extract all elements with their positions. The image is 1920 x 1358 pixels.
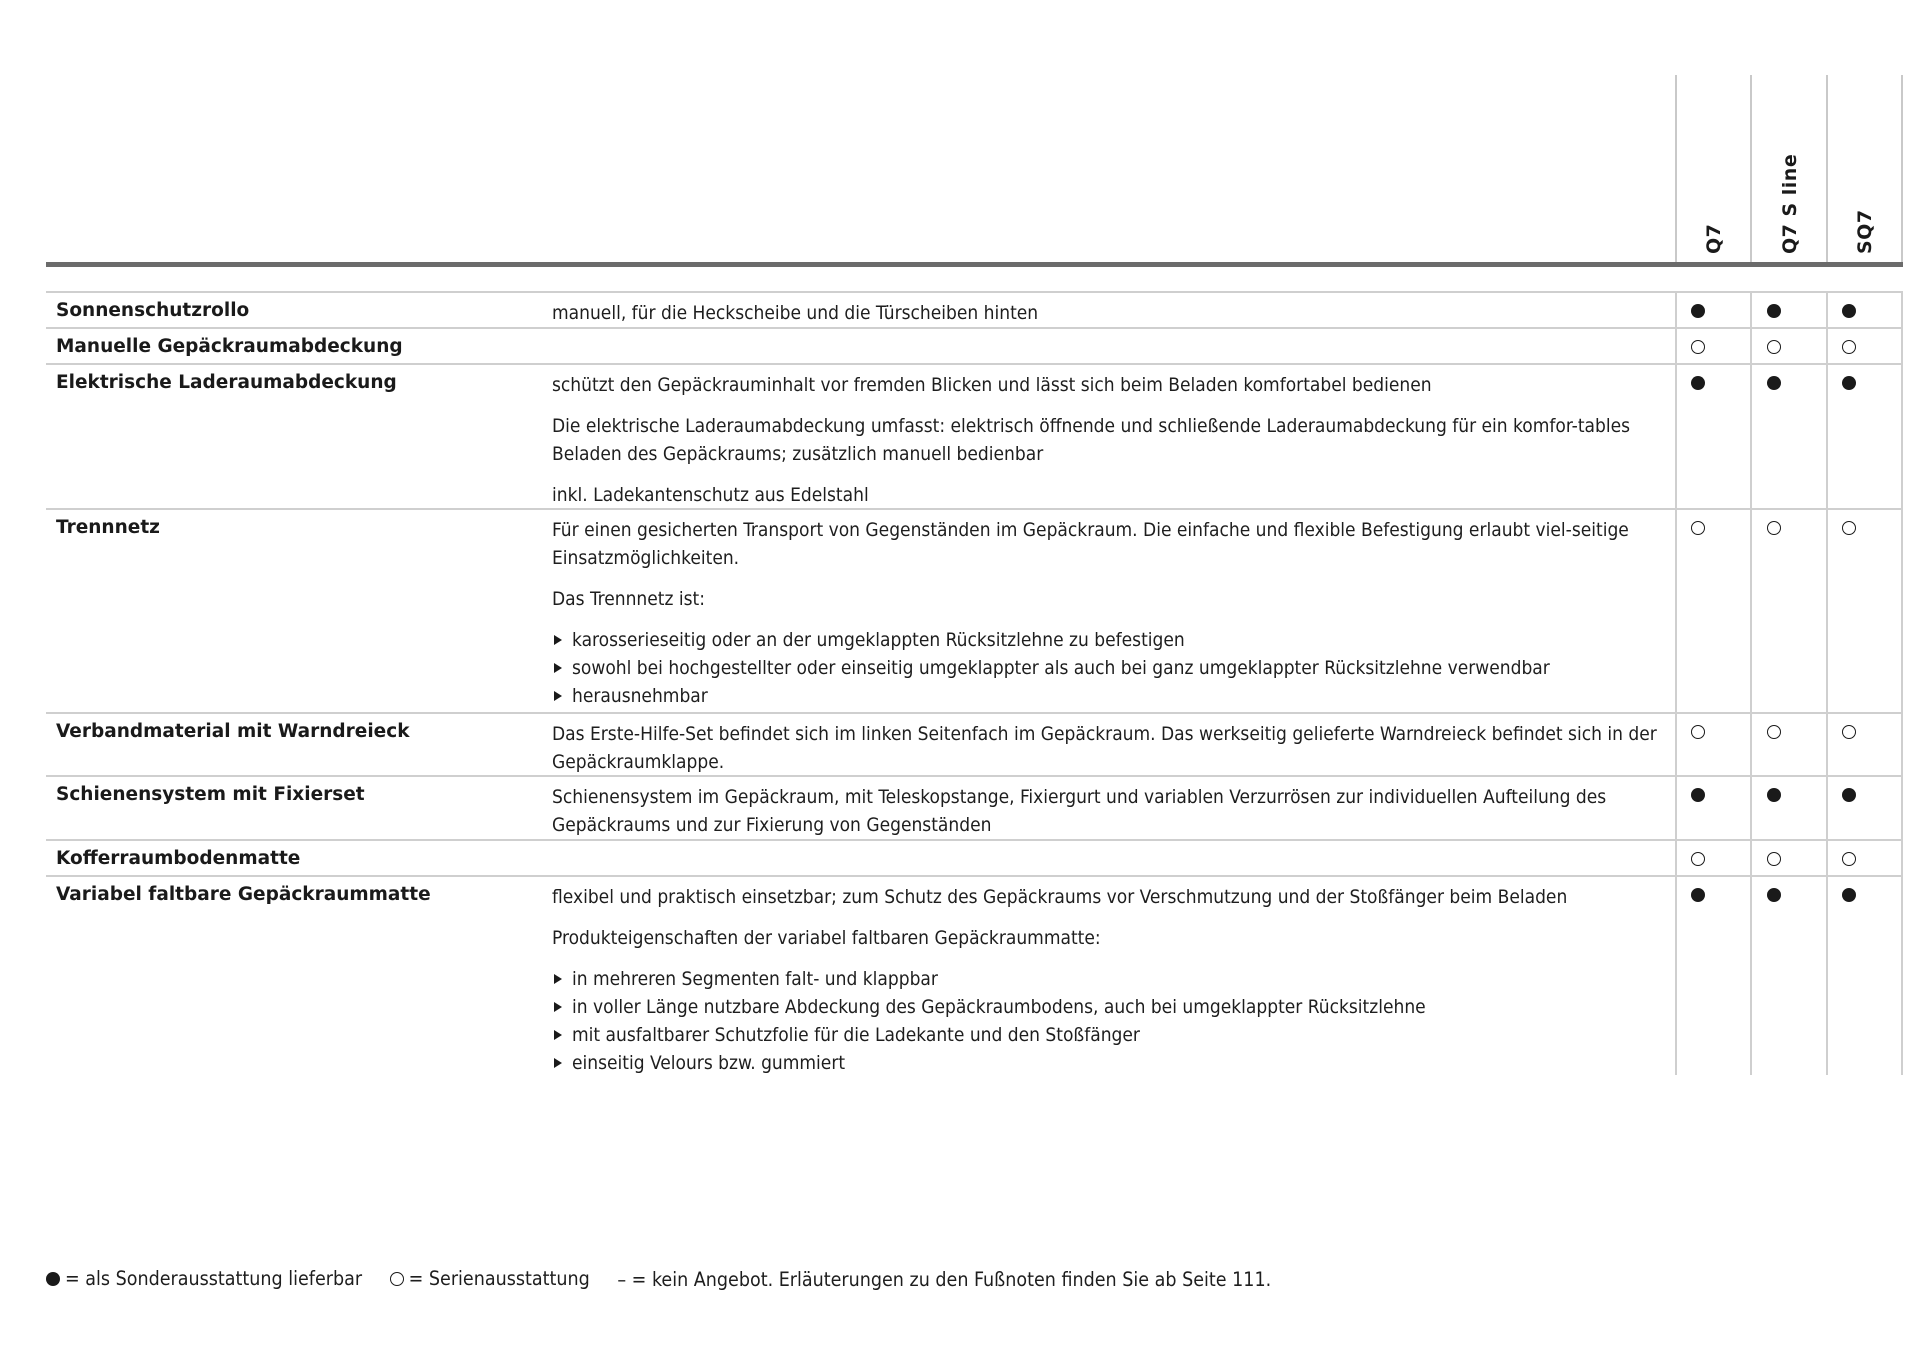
- description-paragraph: Die elektrische Laderaumabdeckung umfasst: elektrisch öffnende und schließende Laderaumabdeckung für ein komfor-tables Beladen des Gepäckraums; zusätzlich manuell bedienbar: [552, 415, 1631, 465]
- feature-name: Schienensystem mit Fixierset: [56, 784, 365, 805]
- description-paragraph: Produkteigenschaften der variabel faltbaren Gepäckraummatte:: [552, 927, 1101, 949]
- bullet-text: sowohl bei hochgestellter oder einseitig umgeklappter als auch bei ganz umgeklappter Rücksitzlehne verwendbar: [572, 657, 1550, 679]
- legend-standard-label: = Serienausstattung: [408, 1267, 590, 1290]
- description-paragraph: Das Trennnetz ist:: [552, 588, 705, 610]
- header-column-divider: [1750, 75, 1752, 263]
- filled-circle-icon: [1691, 788, 1705, 802]
- legend-optional-label: = als Sonderausstattung lieferbar: [65, 1267, 363, 1290]
- legend-footer: [46, 1267, 1293, 1291]
- column-divider: [1750, 777, 1752, 839]
- header-rule: [46, 262, 1903, 267]
- description-paragraph: schützt den Gepäckrauminhalt vor fremden Blicken und lässt sich beim Beladen komfortabel bedienen: [552, 374, 1432, 396]
- model-header-q7-s-line: Q7 S line: [1779, 153, 1801, 254]
- column-divider: [1901, 777, 1903, 839]
- description-paragraph: Das Erste-Hilfe-Set befindet sich im linken Seitenfach im Gepäckraum. Das werkseitig gelieferte Warndreieck befindet sich in der Gepäckraumklappe.: [552, 723, 1657, 773]
- table-row: [46, 363, 1903, 508]
- column-divider: [1901, 365, 1903, 508]
- column-divider: [1750, 714, 1752, 775]
- feature-bullet-list: [552, 965, 1672, 1077]
- open-circle-icon: [1691, 725, 1705, 739]
- bullet-item: [552, 965, 1672, 993]
- filled-circle-icon: [1767, 788, 1781, 802]
- description-paragraph: inkl. Ladekantenschutz aus Edelstahl: [552, 484, 869, 506]
- legend-not-available: [617, 1268, 1271, 1291]
- column-divider: [1826, 293, 1828, 327]
- feature-name: Elektrische Laderaumabdeckung: [56, 372, 397, 393]
- triangle-bullet-icon: [554, 1058, 562, 1068]
- table-row: [46, 508, 1903, 712]
- bullet-item: [552, 682, 1672, 710]
- description-paragraph: Für einen gesicherten Transport von Gegenständen im Gepäckraum. Die einfache und flexible Befestigung erlaubt viel-seitige Einsatzmöglichkeiten.: [552, 519, 1629, 569]
- bullet-text: herausnehmbar: [572, 685, 708, 707]
- column-divider: [1826, 329, 1828, 363]
- open-circle-icon: [1842, 852, 1856, 866]
- filled-circle-icon: [1767, 304, 1781, 318]
- bullet-item: [552, 993, 1672, 1021]
- open-circle-icon: [390, 1272, 404, 1286]
- filled-circle-icon: [1691, 888, 1705, 902]
- triangle-bullet-icon: [554, 691, 562, 701]
- bullet-text: in voller Länge nutzbare Abdeckung des Gepäckraumbodens, auch bei umgeklappter Rücksitzlehne: [572, 996, 1426, 1018]
- feature-description: [552, 841, 1672, 851]
- column-divider: [1826, 877, 1828, 1075]
- triangle-bullet-icon: [554, 1030, 562, 1040]
- triangle-bullet-icon: [554, 663, 562, 673]
- header-column-divider: [1826, 75, 1828, 263]
- description-paragraph: manuell, für die Heckscheibe und die Türscheiben hinten: [552, 302, 1039, 324]
- table-row: [46, 839, 1903, 875]
- open-circle-icon: [1767, 852, 1781, 866]
- header-column-divider: [1675, 75, 1677, 263]
- feature-bullet-list: [552, 626, 1672, 710]
- filled-circle-icon: [46, 1272, 60, 1286]
- column-divider: [1750, 510, 1752, 712]
- table-row: [46, 327, 1903, 363]
- filled-circle-icon: [1842, 376, 1856, 390]
- column-divider: [1901, 329, 1903, 363]
- bullet-item: [552, 1049, 1672, 1077]
- table-row: [46, 775, 1903, 839]
- bullet-item: [552, 654, 1672, 682]
- column-divider: [1901, 293, 1903, 327]
- column-divider: [1675, 510, 1677, 712]
- feature-name: Manuelle Gepäckraumabdeckung: [56, 336, 403, 357]
- feature-description: [552, 714, 1672, 780]
- table-row: [46, 712, 1903, 775]
- legend-optional: [46, 1267, 362, 1290]
- feature-description: [552, 777, 1672, 843]
- model-header-sq7: SQ7: [1854, 209, 1876, 254]
- open-circle-icon: [1767, 521, 1781, 535]
- column-divider: [1826, 365, 1828, 508]
- description-paragraph: Schienensystem im Gepäckraum, mit Teleskopstange, Fixiergurt und variablen Verzurrösen zur individuellen Aufteilung des Gepäckraums und zur Fixierung von Gegenständen: [552, 786, 1607, 836]
- filled-circle-icon: [1767, 376, 1781, 390]
- feature-description: [552, 293, 1672, 331]
- feature-description: [552, 877, 1672, 1081]
- column-divider: [1675, 877, 1677, 1075]
- table-row: [46, 291, 1903, 327]
- column-divider: [1675, 293, 1677, 327]
- column-divider: [1901, 714, 1903, 775]
- column-divider: [1750, 877, 1752, 1075]
- triangle-bullet-icon: [554, 1002, 562, 1012]
- open-circle-icon: [1691, 340, 1705, 354]
- column-divider: [1750, 293, 1752, 327]
- column-divider: [1826, 777, 1828, 839]
- equipment-table: [46, 291, 1903, 1075]
- column-divider: [1826, 714, 1828, 775]
- column-divider: [1901, 877, 1903, 1075]
- feature-name: Kofferraumbodenmatte: [56, 848, 301, 869]
- column-divider: [1826, 510, 1828, 712]
- legend-not-available-label: – = kein Angebot. Erläuterungen zu den Fußnoten finden Sie ab Seite 111.: [617, 1267, 1272, 1291]
- filled-circle-icon: [1842, 888, 1856, 902]
- header-column-divider: [1901, 75, 1903, 263]
- open-circle-icon: [1691, 521, 1705, 535]
- filled-circle-icon: [1691, 304, 1705, 318]
- column-divider: [1901, 510, 1903, 712]
- column-divider: [1750, 841, 1752, 875]
- bullet-text: karosserieseitig oder an der umgeklappten Rücksitzlehne zu befestigen: [572, 629, 1185, 651]
- filled-circle-icon: [1842, 304, 1856, 318]
- open-circle-icon: [1842, 725, 1856, 739]
- column-divider: [1750, 365, 1752, 508]
- description-paragraph: flexibel und praktisch einsetzbar; zum Schutz des Gepäckraums vor Verschmutzung und der Stoßfänger beim Beladen: [552, 886, 1568, 908]
- bullet-item: [552, 1021, 1672, 1049]
- table-row: [46, 875, 1903, 1075]
- open-circle-icon: [1767, 725, 1781, 739]
- column-divider: [1675, 365, 1677, 508]
- feature-name: Trennnetz: [56, 517, 160, 538]
- column-divider: [1675, 777, 1677, 839]
- open-circle-icon: [1842, 340, 1856, 354]
- feature-description: [552, 510, 1672, 714]
- open-circle-icon: [1842, 521, 1856, 535]
- triangle-bullet-icon: [554, 974, 562, 984]
- filled-circle-icon: [1691, 376, 1705, 390]
- feature-name: Sonnenschutzrollo: [56, 300, 250, 321]
- triangle-bullet-icon: [554, 635, 562, 645]
- feature-description: [552, 329, 1672, 339]
- bullet-item: [552, 626, 1672, 654]
- model-header-q7: Q7: [1703, 223, 1725, 254]
- column-divider: [1675, 841, 1677, 875]
- filled-circle-icon: [1842, 788, 1856, 802]
- feature-description: [552, 365, 1672, 513]
- bullet-text: in mehreren Segmenten falt- und klappbar: [572, 968, 938, 990]
- open-circle-icon: [1691, 852, 1705, 866]
- filled-circle-icon: [1767, 888, 1781, 902]
- feature-name: Variabel faltbare Gepäckraummatte: [56, 884, 431, 905]
- bullet-text: mit ausfaltbarer Schutzfolie für die Ladekante und den Stoßfänger: [572, 1024, 1140, 1046]
- column-divider: [1750, 329, 1752, 363]
- legend-standard: [390, 1267, 590, 1290]
- open-circle-icon: [1767, 340, 1781, 354]
- bullet-text: einseitig Velours bzw. gummiert: [572, 1052, 846, 1074]
- column-divider: [1826, 841, 1828, 875]
- feature-name: Verbandmaterial mit Warndreieck: [56, 721, 410, 742]
- column-divider: [1675, 714, 1677, 775]
- column-divider: [1675, 329, 1677, 363]
- column-divider: [1901, 841, 1903, 875]
